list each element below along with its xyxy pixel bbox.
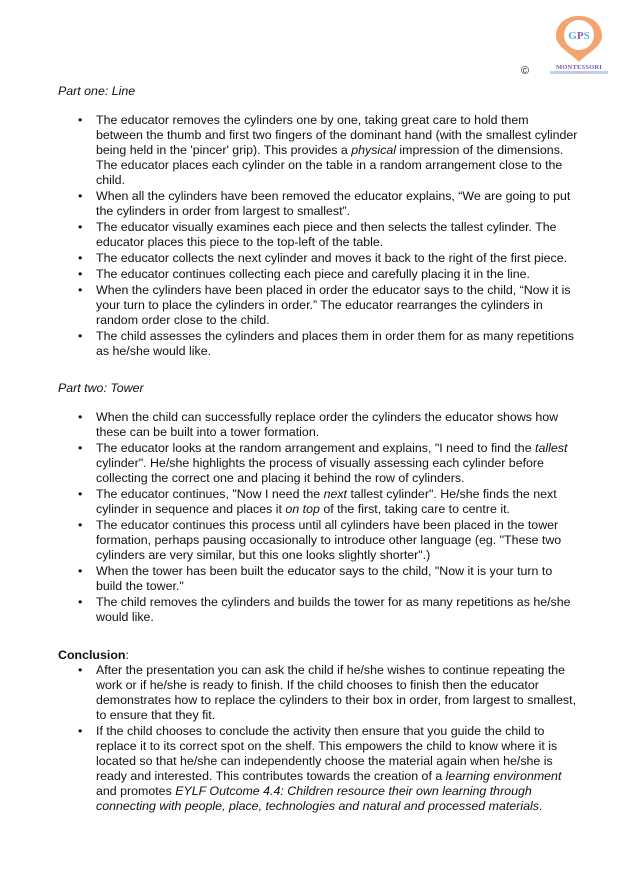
list-item: • After the presentation you can ask the child if he/she wishes to continue repeating the work or if he/she is ready to finish. If the child chooses to finish then the educator demonstrates how to replace the cylinders to their box in order, from largest to smallest, to ensure that they fit. — [78, 663, 577, 722]
bullet-icon: • — [78, 410, 83, 424]
list-item: • When the tower has been built the educator says to the child, "Now it is your turn to build the tower." — [78, 564, 553, 593]
copyright-symbol: © — [521, 65, 530, 77]
conclusion-list — [58, 663, 578, 815]
part-one-heading: Part one: Line — [58, 84, 136, 98]
bullet-icon: • — [78, 267, 83, 281]
svg-text:GPS: GPS — [568, 30, 590, 42]
list-item: • When the child can successfully replace order the cylinders the educator shows how these can be built into a tower formation. — [78, 410, 559, 439]
map-pin-icon — [552, 14, 606, 64]
bullet-icon: • — [78, 724, 83, 738]
bullet-icon: • — [78, 329, 83, 343]
part-one-list — [58, 113, 578, 360]
bullet-icon: • — [78, 113, 83, 127]
bullet-icon: • — [78, 189, 83, 203]
part-two-list — [58, 410, 578, 626]
list-item: • The educator continues this process until all cylinders have been placed in the tower formation, perhaps pausing occasionally to introduce other language (eg. "These two cylinders are very similar, but this one looks slightly shorter".) — [78, 518, 562, 562]
bullet-icon: • — [78, 564, 83, 578]
list-item: • The child assesses the cylinders and places them in order them for as many repetitions as he/she would like. — [78, 329, 574, 358]
list-item: • When the cylinders have been placed in order the educator says to the child, “Now it is your turn to place the cylinders in order.” The educator rearranges the cylinders in random order close to the child. — [78, 283, 571, 327]
part-two-heading: Part two: Tower — [58, 381, 144, 395]
list-item: • The child removes the cylinders and builds the tower for as many repetitions as he/she would like. — [78, 595, 571, 624]
bullet-icon: • — [78, 220, 83, 234]
bullet-icon: • — [78, 663, 83, 677]
logo-brand-text: MONTESSORI — [555, 64, 603, 71]
list-item: • The educator continues collecting each piece and carefully placing it in the line. — [78, 267, 530, 281]
logo-tagline — [550, 71, 608, 74]
bullet-icon: • — [78, 251, 83, 265]
list-item: • The educator continues, "Now I need the next tallest cylinder". He/she finds the next cylinder in sequence and places it on top of the first, taking care to centre it. — [78, 487, 557, 516]
bullet-icon: • — [78, 518, 83, 532]
bullet-icon: • — [78, 283, 83, 297]
conclusion-heading: Conclusion: — [58, 648, 129, 662]
list-item: • If the child chooses to conclude the activity then ensure that you guide the child to replace it to its correct spot on the shelf. This empowers the child to know where it is located so that he/she can independently choose the material again when he/she is ready and interested. This contributes towards the creation of a learning environment and promotes EYLF Outcome 4.4: Children resource their own learning through connecting with people, place, technologies and natural and processed materials. — [78, 724, 562, 813]
bullet-icon: • — [78, 441, 83, 455]
list-item: • The educator removes the cylinders one by one, taking great care to hold them between the thumb and first two fingers of the dominant hand (with the smallest cylinder being held in the 'pincer' grip). This provides a physical impression of the dimensions. The educator places each cylinder on the table in a random arrangement close to the child. — [78, 113, 578, 187]
bullet-icon: • — [78, 487, 83, 501]
list-item: • The educator looks at the random arrangement and explains, "I need to find the tallest cylinder". He/she highlights the process of visually assessing each cylinder before collecting the correct one and placing it behind the row of cylinders. — [78, 441, 568, 485]
list-item: • The educator visually examines each piece and then selects the tallest cylinder. The educator places this piece to the top-left of the table. — [78, 220, 557, 249]
list-item: • When all the cylinders have been removed the educator explains, “We are going to put the cylinders in order from largest to smallest”. — [78, 189, 571, 218]
bullet-icon: • — [78, 595, 83, 609]
gps-montessori-logo — [548, 14, 610, 76]
list-item: • The educator collects the next cylinder and moves it back to the right of the first piece. — [78, 251, 568, 265]
